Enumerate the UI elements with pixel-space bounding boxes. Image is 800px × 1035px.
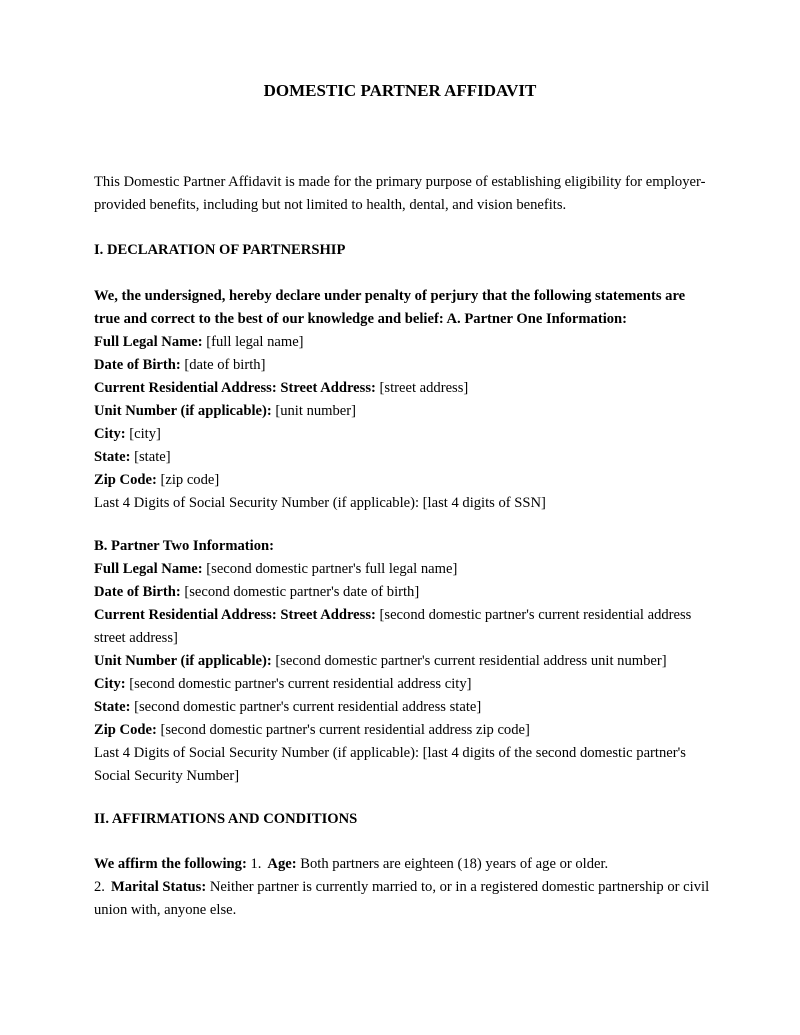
- document-title: DOMESTIC PARTNER AFFIDAVIT: [263, 81, 537, 100]
- field-label: Unit Number (if applicable):: [94, 403, 272, 419]
- section-1-heading: I. DECLARATION OF PARTNERSHIP: [94, 242, 346, 258]
- field-value: [second domestic partner's current residential address zip code]: [156, 722, 530, 738]
- field-value: [unit number]: [271, 403, 357, 419]
- field-value: [full legal name]: [202, 334, 304, 350]
- partner-two-state-row: [94, 696, 714, 719]
- field-value: [zip code]: [156, 472, 220, 488]
- field-label: Date of Birth:: [94, 357, 181, 373]
- field-label: Date of Birth:: [94, 584, 181, 600]
- field-value: [second domestic partner's current residential address state]: [130, 699, 482, 715]
- item-text: Both partners are eighteen (18) years of age or older.: [296, 856, 609, 872]
- field-value: [city]: [125, 426, 161, 442]
- partner-two-dob-row: [94, 581, 714, 604]
- field-value: [second domestic partner's full legal name]: [202, 561, 458, 577]
- item-number: 2.: [94, 879, 105, 895]
- field-label: State:: [94, 699, 131, 715]
- item-label: Age:: [267, 856, 297, 872]
- partner-one-address-row: [94, 377, 714, 400]
- field-label: Unit Number (if applicable):: [94, 653, 272, 669]
- partner-two-block: [94, 535, 714, 788]
- partner-two-ssn-row-1: Last 4 Digits of Social Security Number (if applicable): [last 4 digits of the second domestic partner's: [94, 745, 686, 761]
- declaration-line-2: true and correct to the best of our knowledge and belief: A. Partner One Information:: [94, 311, 628, 327]
- field-value: [state]: [130, 449, 171, 465]
- declaration-line-1: We, the undersigned, hereby declare under penalty of perjury that the following statements are: [94, 288, 686, 304]
- partner-one-state-row: [94, 446, 714, 469]
- field-value: [date of birth]: [180, 357, 266, 373]
- intro-paragraph: [94, 171, 714, 217]
- field-label: City:: [94, 426, 126, 442]
- field-value: [street address]: [375, 380, 469, 396]
- partner-two-heading: B. Partner Two Information:: [94, 538, 274, 554]
- item-label: Marital Status:: [110, 879, 207, 895]
- partner-one-unit-row: [94, 400, 714, 423]
- partner-one-city-row: [94, 423, 714, 446]
- section-2-heading: II. AFFIRMATIONS AND CONDITIONS: [94, 811, 358, 827]
- partner-two-city-row: [94, 673, 714, 696]
- partner-two-unit-row: [94, 650, 714, 673]
- field-value: [second domestic partner's current residential address: [375, 607, 692, 623]
- intro-line-2: provided benefits, including but not limited to health, dental, and vision benefits.: [94, 197, 567, 213]
- affirmation-item-2-cont: union with, anyone else.: [94, 902, 237, 918]
- partner-one-block: [94, 285, 714, 515]
- partner-one-zip-row: [94, 469, 714, 492]
- partner-one-dob-row: [94, 354, 714, 377]
- affirmation-item-2: [94, 876, 714, 899]
- partner-two-address-row-cont: street address]: [94, 630, 178, 646]
- partner-two-zip-row: [94, 719, 714, 742]
- field-label: Zip Code:: [94, 722, 157, 738]
- field-label: Zip Code:: [94, 472, 157, 488]
- field-value: [second domestic partner's current residential address city]: [125, 676, 472, 692]
- affirmation-item-1: [94, 853, 714, 876]
- partner-two-ssn-row-2: Social Security Number]: [94, 768, 240, 784]
- affirm-label: We affirm the following:: [94, 856, 247, 872]
- field-label: Current Residential Address: Street Address:: [94, 380, 376, 396]
- field-label: Full Legal Name:: [94, 561, 203, 577]
- field-label: State:: [94, 449, 131, 465]
- field-value: [second domestic partner's current residential address unit number]: [271, 653, 667, 669]
- affirmations-block: [94, 853, 714, 922]
- partner-one-name-row: [94, 331, 714, 354]
- field-value: [second domestic partner's date of birth]: [180, 584, 420, 600]
- item-number: 1.: [246, 856, 262, 872]
- partner-two-address-row: [94, 604, 714, 627]
- field-label: Full Legal Name:: [94, 334, 203, 350]
- field-label: City:: [94, 676, 126, 692]
- partner-one-ssn-row: Last 4 Digits of Social Security Number (if applicable): [last 4 digits of SSN]: [94, 495, 546, 511]
- item-text: Neither partner is currently married to, or in a registered domestic partnership or civil: [206, 879, 710, 895]
- intro-line-1: This Domestic Partner Affidavit is made for the primary purpose of establishing eligibility for employer-: [94, 174, 706, 190]
- field-label: Current Residential Address: Street Address:: [94, 607, 376, 623]
- partner-two-name-row: [94, 558, 714, 581]
